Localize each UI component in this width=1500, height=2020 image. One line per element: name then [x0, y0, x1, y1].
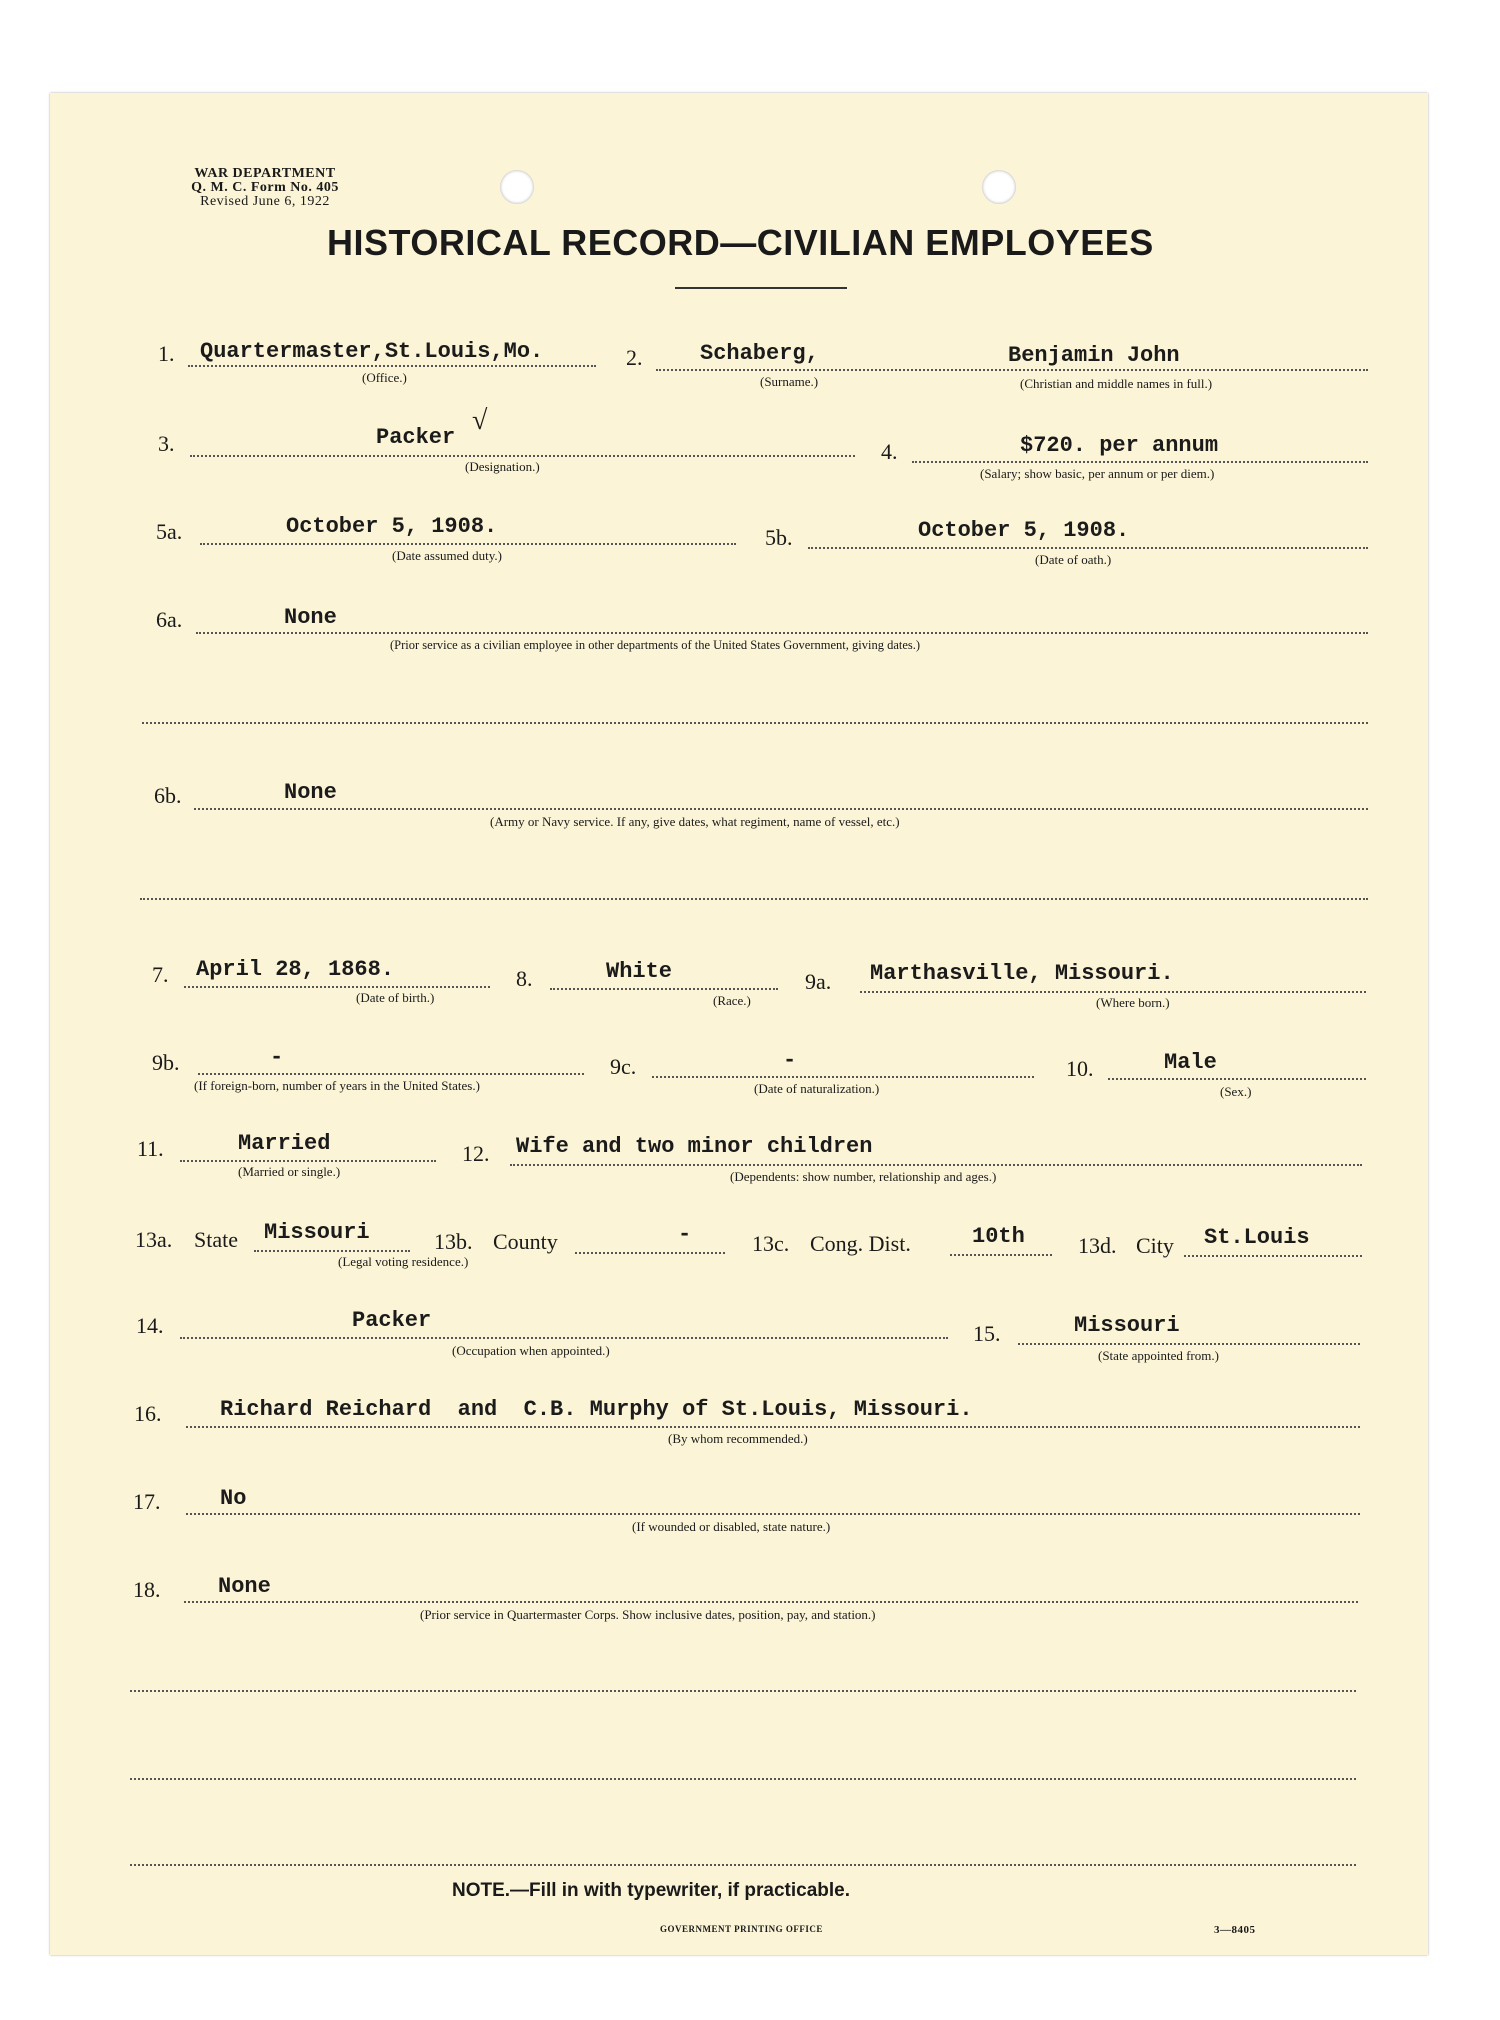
field-16-value: Richard Reichard and C.B. Murphy of St.Louis, Missouri.	[220, 1397, 973, 1422]
field-13c-value: 10th	[972, 1224, 1025, 1249]
field-12-number: 12.	[462, 1141, 490, 1166]
field-13a-line	[254, 1250, 410, 1252]
field-4-line	[912, 461, 1368, 463]
printer-imprint: GOVERNMENT PRINTING OFFICE	[660, 1924, 823, 1934]
field-2-given-names-value: Benjamin John	[1008, 343, 1180, 368]
field-5a-value: October 5, 1908.	[286, 514, 498, 539]
field-14-number: 14.	[136, 1313, 164, 1338]
header-department: WAR DEPARTMENT	[194, 166, 336, 181]
field-8-caption: (Race.)	[713, 993, 751, 1008]
field-4-number: 4.	[881, 439, 898, 464]
field-4-caption: (Salary; show basic, per annum or per diem.)	[980, 466, 1215, 481]
field-16-line	[186, 1426, 1360, 1428]
field-18-extra-line-3	[130, 1864, 1356, 1866]
field-13d-label: City	[1136, 1233, 1174, 1258]
field-9a-number: 9a.	[805, 969, 832, 994]
field-7-number: 7.	[152, 962, 169, 987]
field-6a-caption: (Prior service as a civilian employee in other departments of the United States Government, giving dates.)	[390, 638, 921, 652]
field-9b-caption: (If foreign-born, number of years in the United States.)	[194, 1078, 480, 1093]
field-9a-caption: (Where born.)	[1096, 995, 1170, 1010]
field-5a-number: 5a.	[156, 519, 183, 544]
form-sheet	[50, 93, 1428, 1955]
field-5b-line	[808, 547, 1368, 549]
field-13a-label: State	[194, 1227, 238, 1252]
field-5b-value: October 5, 1908.	[918, 518, 1130, 543]
field-3-line	[190, 455, 855, 457]
field-17-caption: (If wounded or disabled, state nature.)	[632, 1519, 831, 1534]
field-8-line	[550, 988, 778, 990]
field-1-value: Quartermaster,St.Louis,Mo.	[200, 339, 544, 364]
field-14-line	[180, 1337, 948, 1339]
form-code: 3—8405	[1214, 1924, 1256, 1936]
field-12-value: Wife and two minor children	[516, 1134, 873, 1159]
field-6b-caption: (Army or Navy service. If any, give dates, what regiment, name of vessel, etc.)	[490, 814, 900, 829]
field-18-caption: (Prior service in Quartermaster Corps. Show inclusive dates, position, pay, and station.)	[420, 1607, 876, 1622]
field-7-line	[184, 986, 490, 988]
field-13c-line	[950, 1254, 1052, 1256]
field-13b-label: County	[493, 1229, 558, 1254]
field-14-caption: (Occupation when appointed.)	[452, 1343, 610, 1358]
typewriter-note: NOTE.—Fill in with typewriter, if practicable.	[452, 1880, 851, 1901]
field-5a-caption: (Date assumed duty.)	[392, 548, 502, 563]
field-10-value: Male	[1164, 1050, 1217, 1075]
field-18-number: 18.	[133, 1577, 161, 1602]
field-5b-number: 5b.	[765, 525, 793, 550]
field-11-caption: (Married or single.)	[238, 1164, 341, 1179]
field-13b-value: -	[678, 1222, 692, 1247]
field-2-surname-caption: (Surname.)	[760, 374, 819, 389]
header-revised: Revised June 6, 1922	[200, 194, 330, 209]
field-7-caption: (Date of birth.)	[356, 990, 435, 1005]
field-13a-value: Missouri	[264, 1220, 370, 1245]
field-13b-number: 13b.	[434, 1229, 473, 1254]
field-14-value: Packer	[352, 1308, 432, 1333]
field-13b-line	[575, 1252, 725, 1254]
field-9c-number: 9c.	[610, 1054, 637, 1079]
field-9c-line	[652, 1076, 1034, 1078]
field-1-caption: (Office.)	[362, 370, 407, 385]
field-6a-line	[196, 632, 1368, 634]
punch-hole-right	[982, 170, 1016, 204]
field-3-value: Packer	[376, 425, 456, 450]
field-8-number: 8.	[516, 966, 533, 991]
field-4-value: $720. per annum	[1020, 433, 1219, 458]
header-form-number: Q. M. C. Form No. 405	[191, 180, 339, 195]
field-12-line	[510, 1164, 1362, 1166]
field-3-caption: (Designation.)	[465, 459, 540, 474]
field-13a-caption: (Legal voting residence.)	[338, 1254, 469, 1269]
field-15-line	[1018, 1343, 1360, 1345]
field-9a-value: Marthasville, Missouri.	[870, 961, 1174, 986]
field-7-value: April 28, 1868.	[196, 957, 395, 982]
field-10-caption: (Sex.)	[1220, 1084, 1252, 1099]
field-18-line	[184, 1601, 1358, 1603]
field-16-number: 16.	[134, 1401, 162, 1426]
field-15-number: 15.	[973, 1321, 1001, 1346]
field-13d-number: 13d.	[1078, 1233, 1117, 1258]
field-13c-number: 13c.	[752, 1231, 790, 1256]
field-13c-label: Cong. Dist.	[810, 1231, 911, 1256]
field-11-line	[180, 1160, 436, 1162]
field-2-line	[656, 369, 1368, 371]
field-6a-number: 6a.	[156, 607, 183, 632]
field-17-number: 17.	[133, 1489, 161, 1514]
punch-hole-left	[500, 170, 534, 204]
field-5a-line	[200, 543, 736, 545]
field-9c-value: -	[783, 1048, 797, 1073]
field-10-line	[1108, 1078, 1366, 1080]
field-1-number: 1.	[158, 341, 175, 366]
field-9b-number: 9b.	[152, 1050, 180, 1075]
field-9b-value: -	[270, 1045, 284, 1070]
field-9c-caption: (Date of naturalization.)	[754, 1081, 880, 1096]
field-13d-line	[1184, 1255, 1362, 1257]
field-13d-value: St.Louis	[1204, 1225, 1310, 1250]
field-6b-value: None	[284, 780, 337, 805]
field-2-given-names-caption: (Christian and middle names in full.)	[1020, 376, 1213, 391]
field-18-value: None	[218, 1574, 271, 1599]
field-11-value: Married	[238, 1131, 331, 1156]
field-8-value: White	[606, 959, 673, 984]
field-2-surname-value: Schaberg,	[700, 341, 819, 366]
field-5b-caption: (Date of oath.)	[1035, 552, 1112, 567]
field-9a-line	[860, 991, 1366, 993]
field-17-value: No	[220, 1486, 247, 1511]
field-6b-line	[194, 808, 1368, 810]
field-10-number: 10.	[1066, 1056, 1094, 1081]
field-17-line	[186, 1513, 1360, 1515]
field-12-caption: (Dependents: show number, relationship and ages.)	[730, 1169, 997, 1184]
field-6a-value: None	[284, 605, 337, 630]
field-2-number: 2.	[626, 345, 643, 370]
field-3-number: 3.	[158, 431, 175, 456]
field-1-line	[188, 365, 596, 367]
check-mark: √	[472, 405, 488, 436]
field-11-number: 11.	[137, 1136, 164, 1161]
field-18-extra-line-2	[130, 1778, 1356, 1780]
field-13a-number: 13a.	[135, 1227, 173, 1252]
title-rule	[675, 287, 847, 289]
field-16-caption: (By whom recommended.)	[668, 1431, 808, 1446]
field-15-caption: (State appointed from.)	[1098, 1348, 1219, 1363]
field-6a-extra-line	[142, 722, 1368, 724]
field-15-value: Missouri	[1074, 1313, 1180, 1338]
field-6b-extra-line	[140, 898, 1368, 900]
field-18-extra-line-1	[130, 1690, 1356, 1692]
field-6b-number: 6b.	[154, 783, 182, 808]
form-title: HISTORICAL RECORD—CIVILIAN EMPLOYEES	[327, 222, 1154, 263]
field-9b-line	[198, 1073, 584, 1075]
